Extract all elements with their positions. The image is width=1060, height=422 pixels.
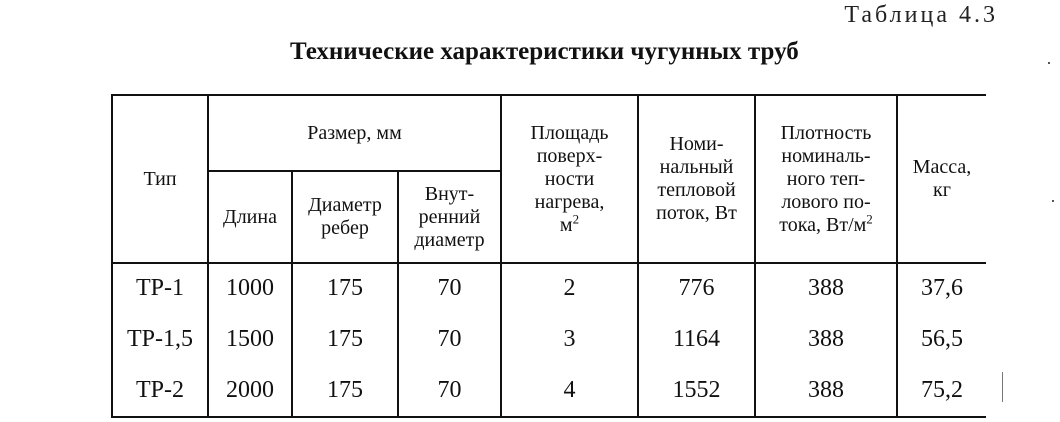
- pipe-spec-table: [111, 94, 986, 418]
- header-heating-area-line: ности: [544, 167, 595, 190]
- header-type: Тип: [143, 167, 177, 190]
- header-flow-density-line: Плотность: [780, 121, 872, 144]
- cell-length: 2000: [208, 365, 292, 417]
- header-nominal-flow-line: поток, Вт: [656, 202, 737, 224]
- cell-heating-area: 3: [501, 313, 638, 365]
- header-mass: [897, 95, 986, 263]
- header-heating-area: [501, 95, 638, 263]
- header-mass-line: Масса,: [912, 156, 972, 178]
- cell-heating-area: 2: [501, 263, 638, 313]
- header-fin-diameter: [292, 171, 398, 263]
- header-nominal-flow-line: Номи-: [669, 133, 724, 155]
- scan-margin-line: [1002, 372, 1003, 402]
- table-row: [112, 263, 986, 313]
- header-inner-diameter-line: Внут-: [424, 182, 475, 205]
- scan-speck: [1052, 200, 1054, 202]
- header-nominal-flow-line: нальный: [659, 156, 734, 178]
- header-flow-density-line: тока, Вт/м: [779, 213, 867, 236]
- cell-type: ТР-1: [112, 263, 208, 313]
- cell-inner-diameter: 70: [398, 263, 501, 313]
- superscript-two: 2: [866, 210, 873, 226]
- header-flow-density-line: номиналь-: [781, 144, 871, 167]
- header-heating-area-line: нагрева,: [534, 190, 605, 213]
- cell-flow-density: 388: [755, 313, 897, 365]
- header-heating-area-unit: м: [559, 213, 573, 236]
- scan-speck: [1048, 62, 1050, 64]
- cell-mass: 37,6: [897, 263, 986, 313]
- cell-type: ТР-1,5: [127, 325, 193, 352]
- cell-fin-diameter: 175: [292, 365, 398, 417]
- header-nominal-flow-line: тепловой: [657, 179, 736, 201]
- cell-mass: 56,5: [897, 313, 986, 365]
- header-size-group: Размер, мм: [208, 95, 501, 171]
- header-inner-diameter-line: ренний: [418, 205, 481, 228]
- cell-flow-density: 388: [755, 365, 897, 417]
- header-length: Длина: [208, 171, 292, 263]
- cell-length: 1000: [208, 263, 292, 313]
- header-inner-diameter-line: диаметр: [414, 228, 485, 251]
- cell-inner-diameter: 70: [398, 365, 501, 417]
- header-flow-density: [755, 95, 897, 263]
- table-number: Таблица 4.3: [844, 2, 998, 28]
- cell-flow-density: 388: [755, 263, 897, 313]
- cell-mass: 75,2: [897, 365, 986, 417]
- cell-fin-diameter: 175: [292, 263, 398, 313]
- cell-fin-diameter: 175: [292, 313, 398, 365]
- table-title: Технические характеристики чугунных труб: [290, 38, 799, 65]
- cell-type: ТР-2: [136, 377, 184, 404]
- header-inner-diameter: [398, 171, 501, 263]
- cell-nominal-flow: 1552: [638, 365, 755, 417]
- cell-heating-area: 4: [501, 365, 638, 417]
- table-row: [112, 365, 986, 417]
- cell-nominal-flow: 1164: [638, 313, 755, 365]
- cell-inner-diameter: 70: [398, 313, 501, 365]
- header-flow-density-line: ного теп-: [786, 167, 866, 190]
- cell-nominal-flow: 776: [638, 263, 755, 313]
- header-fin-diameter-line: ребер: [321, 217, 369, 239]
- header-flow-density-line: лового по-: [781, 190, 871, 213]
- table-row: [112, 313, 986, 365]
- header-heating-area-line: поверх-: [536, 144, 603, 167]
- header-fin-diameter-line: Диаметр: [308, 194, 382, 216]
- cell-length: 1500: [208, 313, 292, 365]
- header-nominal-flow: [638, 95, 755, 263]
- superscript-two: 2: [572, 210, 580, 226]
- header-mass-line: кг: [933, 179, 951, 201]
- header-heating-area-line: Площадь: [530, 121, 609, 144]
